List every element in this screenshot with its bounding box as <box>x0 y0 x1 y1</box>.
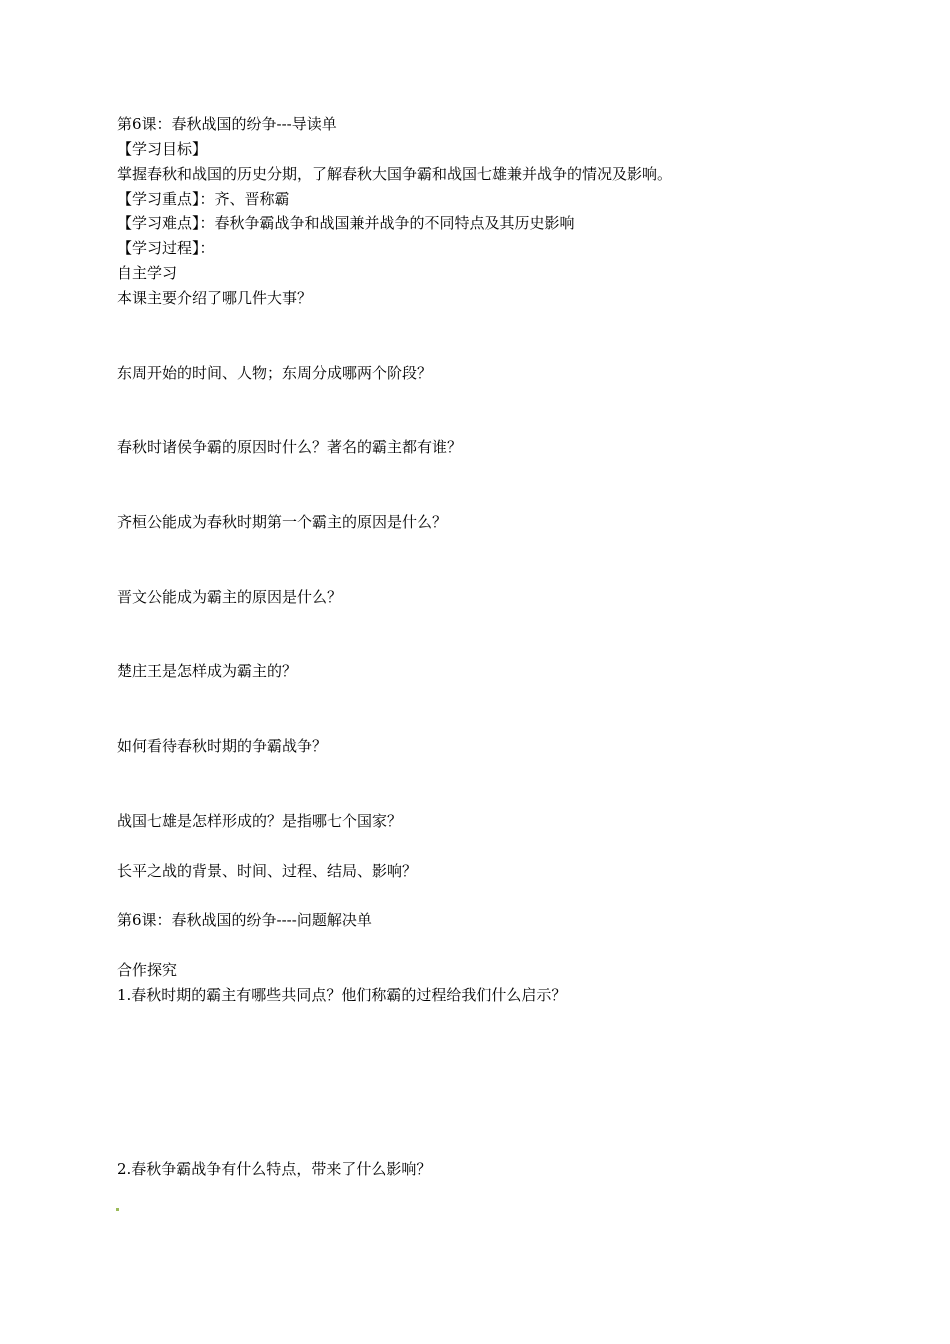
question-item: 春秋时诸侯争霸的原因时什么？著名的霸主都有谁？ <box>117 438 463 456</box>
coop-question: 2.春秋争霸战争有什么特点，带来了什么影响？ <box>117 1160 432 1178</box>
question-item: 战国七雄是怎样形成的？是指哪七个国家？ <box>117 812 403 830</box>
key-points: 【学习重点】：齐、晋称霸 <box>117 190 290 208</box>
process-heading: 【学习过程】： <box>117 239 215 257</box>
question-item: 晋文公能成为霸主的原因是什么？ <box>117 588 343 606</box>
question-item: 楚庄王是怎样成为霸主的？ <box>117 662 298 680</box>
guide-title: 第6课：春秋战国的纷争---导读单 <box>117 115 337 133</box>
question-item: 如何看待春秋时期的争霸战争？ <box>117 737 328 755</box>
question-item: 齐桓公能成为春秋时期第一个霸主的原因是什么？ <box>117 513 448 531</box>
difficult-points: 【学习难点】：春秋争霸战争和战国兼并战争的不同特点及其历史影响 <box>117 214 575 232</box>
objective-heading: 【学习目标】 <box>117 140 208 158</box>
self-study-heading: 自主学习 <box>117 264 178 282</box>
question-item: 本课主要介绍了哪几件大事？ <box>117 289 313 307</box>
stray-mark <box>116 1208 119 1211</box>
coop-heading: 合作探究 <box>117 961 178 979</box>
objective-text: 掌握春秋和战国的历史分期，了解春秋大国争霸和战国七雄兼并战争的情况及影响。 <box>117 165 673 183</box>
problem-sheet-title: 第6课：春秋战国的纷争----问题解决单 <box>117 911 372 929</box>
question-item: 长平之战的背景、时间、过程、结局、影响？ <box>117 862 418 880</box>
question-item: 东周开始的时间、人物；东周分成哪两个阶段？ <box>117 364 433 382</box>
coop-question: 1.春秋时期的霸主有哪些共同点？他们称霸的过程给我们什么启示？ <box>117 986 567 1004</box>
